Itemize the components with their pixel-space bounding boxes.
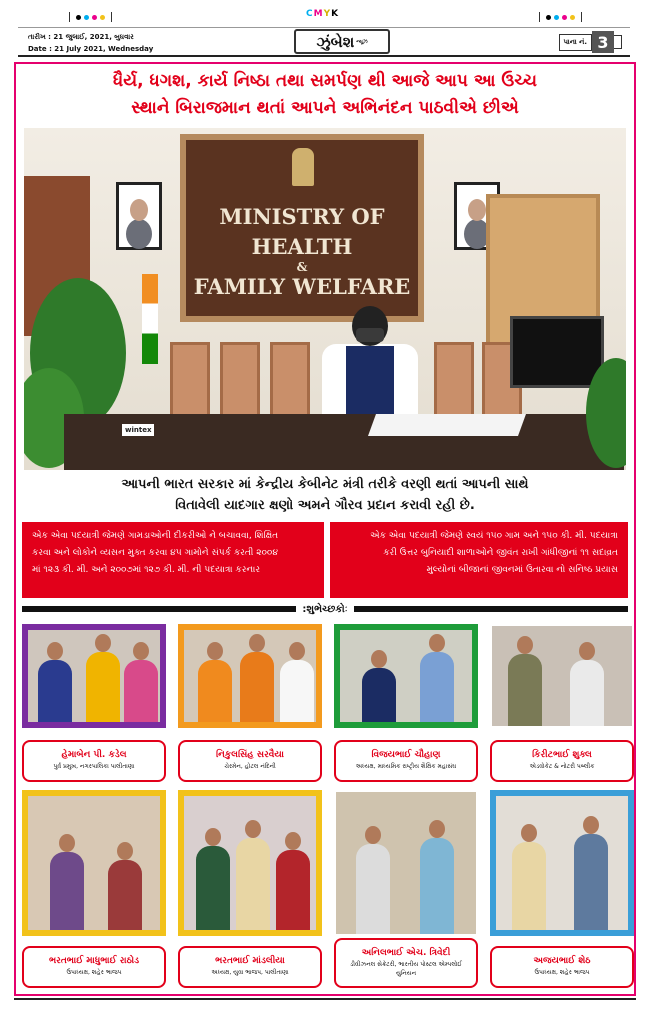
congratulation-line-2: વિતાવેલી યાદગાર ક્ષણો અમને ગૌરવ પ્રદાન કરાવી રહી છે. [175, 498, 475, 513]
wisher-name-1: હેમાબેન પી. કડેલ [61, 750, 127, 760]
wishers-heading: :શુભેચ્છકોઃ [302, 603, 348, 615]
wisher-title-2: ચેરમેન, હોટલ નંદિની [224, 763, 276, 770]
date-block [28, 31, 153, 55]
wisher-photo-8 [490, 790, 634, 936]
congratulation-line-1: આપની ભારત સરકાર માં કેન્દ્રીય કેબીનેટ મંત્રી તરીકે વરણી થતાં આપની સાથે [121, 477, 529, 492]
red-box-right [330, 522, 628, 598]
wisher-photo-3 [334, 624, 478, 728]
newspaper-tag: ન્યૂઝ [356, 38, 368, 45]
red-box-left-line-2: કરવા અને લોકોને વ્યસન મુક્ત કરવા ૪૫ ગામોને સંપર્ક કરતી ૨૦૦૪ [32, 548, 278, 558]
wisher-name-4: કિરીટભાઈ શુક્લ [532, 750, 592, 760]
ministry-plaque [180, 134, 424, 322]
main-photo [24, 128, 626, 470]
registration-mark-left [66, 12, 115, 22]
wisher-title-4: એડવોકેટ & નોટરી પબ્લીક [529, 763, 595, 770]
page-number-block [559, 31, 623, 53]
page-number-label: પાના નં. [559, 34, 593, 51]
wisher-photo-5 [22, 790, 166, 936]
newspaper-name: ઝુંબેશ [316, 32, 355, 51]
wisher-title-7: ડીવીઝનલ સેક્રેટરી, ભારતીય પોસ્ટલ એમ્પલોઈ યુનિયન [350, 961, 462, 977]
wisher-photo-2 [178, 624, 322, 728]
wisher-title-1: પુર્વ પ્રમુખ, નગરપાલિકા પાલીતાણા [53, 763, 135, 770]
red-box-right-line-2: કરી ઉત્તર બુનિયાદી શાળાઓને જીવંત રાખી ગાંધીજીનાં ૧૧ સદાવ્રત [383, 548, 618, 558]
plaque-ampersand: & [296, 260, 308, 274]
red-box-left-line-1: એક એવા પદયાત્રી જેમણે ગામડાઓની દીકરીઓ ને બચાવવા, શિક્ષિત [32, 531, 279, 541]
plaque-line-2: FAMILY WELFARE [193, 274, 411, 299]
headline-line-1: ધૈર્ય, ધગશ, કાર્ય નિષ્ઠા તથા સમર્પણ થી આજે આપ આ ઉચ્ચ [113, 71, 537, 91]
wishers-heading-row [22, 602, 628, 616]
red-box-left [22, 522, 324, 598]
wisher-name-5: ભરતભાઈ માધુભાઈ રાઠોડ [48, 956, 140, 966]
wisher-title-3: અધ્યક્ષ, માધ્યમિક રાષ્ટ્રીય શૈક્ષિક મહાસંઘ [355, 763, 457, 770]
wisher-name-3: વિજયભાઈ ચૌહાણ [371, 750, 441, 760]
wisher-name-7: અનિલભાઈ એચ. ત્રિવેદી [361, 948, 451, 958]
newspaper-logo [294, 29, 390, 54]
wisher-name-2: નિકુલસિંહ સરવૈયા [216, 750, 284, 760]
headline-banner [16, 68, 634, 122]
wisher-card-5 [22, 946, 166, 988]
wisher-card-7 [334, 938, 478, 988]
portrait-frame-left [116, 182, 162, 250]
wisher-card-8 [490, 946, 634, 988]
wisher-photo-6 [178, 790, 322, 936]
page-number: 3 [592, 31, 614, 53]
red-box-right-line-1: એક એવા પદયાત્રી જેમણે સ્વયં ૧૫૦ ગામ અને ૧૫૦ કી. મી. પદયાત્રા [370, 531, 618, 541]
national-emblem-icon [292, 148, 314, 186]
computer-monitor [510, 316, 604, 388]
plaque-line-1: MINISTRY OF HEALTH [219, 204, 385, 259]
wisher-photo-1 [22, 624, 166, 728]
wisher-title-5: ઉપાધ્યક્ષ, શહેર ભાજપ [66, 969, 122, 976]
advertisement-frame [14, 62, 636, 996]
page-header [18, 27, 630, 57]
date-english: Date : 21 July 2021, Wednesday [28, 45, 154, 53]
wisher-card-2 [178, 740, 322, 782]
wisher-name-6: ભરતભાઈ માંડલીયા [215, 956, 285, 966]
red-box-right-line-3: મુલ્યોનાં બીજાનાં જીવનમાં ઉતારવા નો સનિષ્ઠ પ્રયાસ [426, 565, 618, 575]
bottom-rule [14, 998, 636, 1000]
wisher-photo-4 [490, 624, 634, 728]
congratulation-text [16, 474, 634, 516]
red-box-left-line-3: માં ૧૨૩ કી. મી. અને ૨૦૦૭માં ૧૨૭ કી. મી. ની પદયાત્રા કરનાર [32, 565, 260, 575]
headline-line-2: સ્થાને બિરાજમાન થતાં આપને અભિનંદન પાઠવીએ છીએ [131, 98, 519, 118]
tissue-box-brand: wintex [122, 424, 154, 436]
registration-mark-right [536, 12, 585, 22]
cmyk-mark: CMYK [306, 9, 340, 19]
date-gujarati: તારીખ : 21 જુલાઈ, 2021, બુધવાર [28, 33, 134, 41]
minister-figure [312, 306, 432, 430]
wisher-name-8: અજયભાઈ શેઠ [533, 956, 591, 966]
wisher-title-6: અધ્યક્ષ, યુવા ભાજપ, પાલીતાણા [211, 969, 289, 976]
wisher-photo-7 [334, 790, 478, 936]
flag-icon [142, 274, 158, 364]
wisher-card-6 [178, 946, 322, 988]
wisher-card-4 [490, 740, 634, 782]
wisher-card-3 [334, 740, 478, 782]
office-desk [64, 414, 624, 470]
wisher-card-1 [22, 740, 166, 782]
wisher-title-8: ઉપાધ્યક્ષ, શહેર ભાજપ [534, 969, 590, 976]
